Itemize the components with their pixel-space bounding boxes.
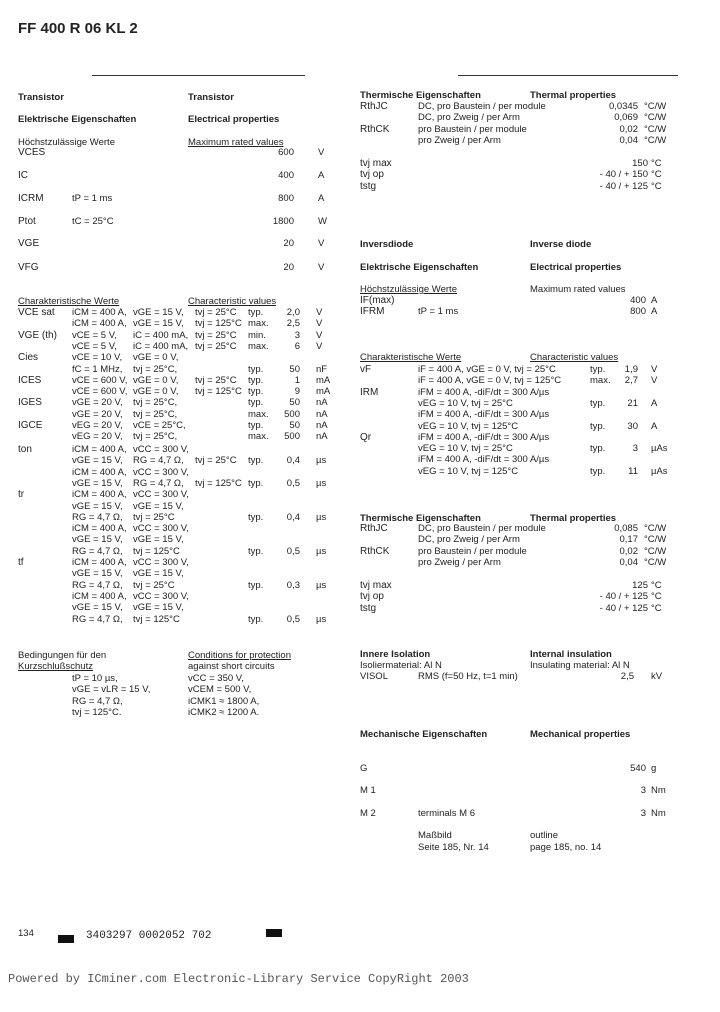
unit-cell: °C <box>651 158 662 169</box>
value-cell: 0,5 <box>286 545 300 557</box>
value-cell: 400 <box>278 170 294 181</box>
condition-cell: RG = 4,7 Ω, <box>72 579 123 591</box>
condition-cell: tvj = 25°C <box>133 511 175 523</box>
unit-cell: °C <box>651 180 662 192</box>
value-cell: 2,7 <box>624 375 638 387</box>
value-cell: 0,3 <box>286 579 300 591</box>
condition-cell: tvj = 25°C, <box>133 397 178 409</box>
qualifier-cell: typ. <box>248 579 264 591</box>
condition-item: iCMK2 ≈ 1200 A. <box>188 706 260 718</box>
value-cell: 0,4 <box>286 455 300 467</box>
unit-cell: V <box>318 238 325 249</box>
condition-cell: tP = 1 ms <box>418 306 459 318</box>
value-cell: 150 <box>632 158 648 169</box>
value-cell: 125 <box>632 580 648 591</box>
isolation-condition: RMS (f=50 Hz, t=1 min) <box>418 671 518 682</box>
qualifier-cell: typ. <box>248 477 264 489</box>
symbol-cell: tvj max <box>360 158 392 169</box>
symbol-cell: tstg <box>360 602 377 614</box>
conditions-heading: against short circuits <box>188 661 275 672</box>
qualifier-cell: typ. <box>248 363 264 375</box>
condition-cell: tP = 1 ms <box>72 193 113 204</box>
condition-cell: vGE = 15 V, <box>133 500 184 512</box>
unit-cell: °C/W <box>644 101 667 112</box>
condition-cell: RG = 4,7 Ω, <box>133 477 184 489</box>
condition-item: RG = 4,7 Ω, <box>72 695 123 707</box>
symbol-cell: IF(max) <box>360 295 395 306</box>
subsection-heading: Höchstzulässige Werte <box>360 284 457 295</box>
qualifier-cell: typ. <box>248 307 264 318</box>
unit-cell: µAs <box>651 465 668 477</box>
condition-item: vCEM = 500 V, <box>188 684 252 696</box>
condition-cell: vGE = 0 V, <box>133 374 179 386</box>
isolation-value: 2,5 <box>620 671 634 682</box>
section-heading: Transistor <box>18 92 64 103</box>
value-cell: 1800 <box>272 216 294 227</box>
condition-cell: pro Zweig / per Arm <box>418 134 501 146</box>
insulation-material: Insulating material: Al N <box>530 660 630 671</box>
unit-cell: V <box>316 329 323 341</box>
condition-cell: iFM = 400 A, -diF/dt = 300 A/µs <box>418 386 550 398</box>
section-heading: Inversdiode <box>360 239 414 250</box>
condition-cell: DC, pro Baustein / per module <box>418 101 546 112</box>
qualifier-cell: max. <box>248 431 269 443</box>
section-heading: Transistor <box>188 92 234 103</box>
condition-cell: iF = 400 A, vGE = 0 V, tvj = 125°C <box>418 375 562 387</box>
section-heading: Inverse diode <box>530 239 592 250</box>
section-heading: Mechanische Eigenschaften <box>360 729 488 740</box>
section-heading: Elektrische Eigenschaften <box>18 114 137 125</box>
symbol-cell: M 1 <box>360 785 376 796</box>
symbol-cell: RthCK <box>360 545 390 557</box>
value-cell: 20 <box>283 238 294 249</box>
condition-cell: terminals M 6 <box>418 808 476 819</box>
subsection-heading: Characteristic values <box>188 296 277 307</box>
value-cell: 20 <box>283 262 294 273</box>
qualifier-cell: max. <box>248 340 269 352</box>
condition-cell: vEG = 20 V, <box>72 420 123 431</box>
qualifier-cell: typ. <box>248 455 264 467</box>
value-cell: 400 <box>630 295 646 306</box>
condition-cell: tC = 25°C <box>72 216 114 227</box>
unit-cell: °C/W <box>644 112 667 124</box>
condition-cell: tvj = 125°C <box>133 613 180 625</box>
condition-cell: DC, pro Baustein / per module <box>418 523 546 534</box>
unit-cell: A <box>318 170 325 181</box>
qualifier-cell: typ. <box>590 443 606 455</box>
value-cell: 500 <box>284 431 300 443</box>
condition-cell: fC = 1 MHz, <box>72 363 123 375</box>
condition-item: vCC = 350 V, <box>188 673 244 684</box>
subsection-heading: Characteristic values <box>530 352 619 363</box>
condition-cell: vEG = 10 V, tvj = 125°C <box>418 465 519 477</box>
qualifier-cell: typ. <box>248 397 264 409</box>
unit-cell: °C/W <box>644 134 667 146</box>
qualifier-cell: typ. <box>590 364 606 375</box>
condition-cell: DC, pro Zweig / per Arm <box>418 534 520 546</box>
unit-cell: W <box>318 216 327 227</box>
symbol-cell: tvj max <box>360 580 392 591</box>
unit-cell: g <box>651 763 657 774</box>
symbol-cell: VCES <box>18 147 46 158</box>
condition-cell: vGE = 15 V, <box>133 534 184 546</box>
section-heading: Electrical properties <box>530 262 622 273</box>
unit-cell: mA <box>316 374 331 386</box>
condition-cell: pro Baustein / per module <box>418 545 527 557</box>
condition-cell: vCE = 600 V, <box>72 386 128 398</box>
value-cell: 500 <box>284 408 300 420</box>
value-cell: 0,069 <box>614 112 638 124</box>
condition-cell: vCC = 300 V, <box>133 489 189 501</box>
value-cell: 6 <box>294 340 300 352</box>
symbol-cell: vF <box>360 364 372 375</box>
value-cell: 0,5 <box>286 477 300 489</box>
section-heading: Elektrische Eigenschaften <box>360 262 479 273</box>
symbol-cell: Cies <box>18 352 39 364</box>
outline-ref: Maßbild <box>418 830 452 841</box>
condition-cell: RG = 4,7 Ω, <box>72 511 123 523</box>
barcode-mark <box>266 929 282 937</box>
unit-cell: °C <box>651 169 662 181</box>
unit-cell: °C/W <box>644 123 667 135</box>
unit-cell: V <box>318 147 325 158</box>
value-cell: 2,5 <box>286 318 300 330</box>
symbol-cell: Ptot <box>18 216 36 227</box>
value-cell: - 40 / + 125 <box>599 591 648 603</box>
symbol-cell: VGE <box>18 238 40 249</box>
symbol-cell: tf <box>18 557 24 568</box>
unit-cell: A <box>318 193 325 204</box>
unit-cell: V <box>651 375 658 387</box>
condition-cell: vGE = 15 V, <box>72 477 123 489</box>
value-cell: 50 <box>289 420 300 431</box>
condition-cell: tvj = 25°C <box>195 455 237 467</box>
divider <box>92 75 305 76</box>
condition-cell: tvj = 25°C, <box>133 431 178 443</box>
condition-cell: vEG = 10 V, tvj = 125°C <box>418 420 519 432</box>
condition-cell: vGE = 20 V, <box>72 397 123 409</box>
condition-cell: tvj = 125°C <box>195 318 242 330</box>
condition-cell: vCC = 300 V, <box>133 523 189 535</box>
symbol-cell: VFG <box>18 262 39 273</box>
qualifier-cell: typ. <box>248 420 264 431</box>
value-cell: 0,04 <box>619 134 638 146</box>
condition-cell: iCM = 400 A, <box>72 489 127 501</box>
value-cell: 30 <box>627 420 638 432</box>
unit-cell: nA <box>316 408 328 420</box>
conditions-heading: Kurzschlußschutz <box>18 661 93 672</box>
unit-cell: V <box>316 307 323 318</box>
value-cell: 0,4 <box>286 511 300 523</box>
value-cell: 11 <box>628 465 638 477</box>
condition-cell: vCC = 300 V, <box>133 557 189 568</box>
symbol-cell: RthCK <box>360 123 390 135</box>
value-cell: 540 <box>630 763 646 774</box>
value-cell: 800 <box>630 306 646 318</box>
value-cell: 3 <box>294 329 300 341</box>
symbol-cell: IGCE <box>18 420 43 431</box>
value-cell: 3 <box>632 443 638 455</box>
symbol-cell: tstg <box>360 180 377 192</box>
condition-cell: iFM = 400 A, -diF/dt = 300 A/µs <box>418 409 550 421</box>
barcode-text: 3403297 0002052 702 <box>86 930 212 942</box>
condition-cell: tvj = 25°C <box>195 340 237 352</box>
condition-cell: DC, pro Zweig / per Arm <box>418 112 520 124</box>
condition-cell: vEG = 10 V, tvj = 25°C <box>418 443 513 455</box>
condition-cell: pro Baustein / per module <box>418 123 527 135</box>
condition-cell: vCE = 5 V, <box>72 340 117 352</box>
qualifier-cell: min. <box>248 329 266 341</box>
unit-cell: µs <box>316 613 327 625</box>
value-cell: 0,085 <box>614 523 638 534</box>
unit-cell: A <box>651 397 658 409</box>
section-heading: Thermische Eigenschaften <box>360 513 481 524</box>
unit-cell: Nm <box>651 808 666 819</box>
value-cell: 3 <box>640 785 646 796</box>
symbol-cell: IGES <box>18 397 42 409</box>
section-heading: Thermal properties <box>530 90 617 101</box>
condition-cell: iC = 400 mA, <box>133 340 189 352</box>
condition-item: tvj = 125°C. <box>72 706 122 718</box>
unit-cell: °C <box>651 580 662 591</box>
insulation-material: Isoliermaterial: Al N <box>360 660 442 671</box>
condition-cell: vCE = 600 V, <box>72 374 128 386</box>
value-cell: 2,0 <box>286 307 300 318</box>
subsection-heading: Maximum rated values <box>530 284 626 295</box>
qualifier-cell: typ. <box>248 545 264 557</box>
symbol-cell: RthJC <box>360 101 388 112</box>
symbol-cell: VCE sat <box>18 307 55 318</box>
unit-cell: A <box>651 420 658 432</box>
symbol-cell: tr <box>18 489 25 501</box>
subsection-heading: Charakteristische Werte <box>18 296 120 307</box>
unit-cell: Nm <box>651 785 666 796</box>
condition-cell: iCM = 400 A, <box>72 557 127 568</box>
section-heading: Innere Isolation <box>360 649 431 660</box>
condition-cell: vGE = 15 V, <box>72 534 123 546</box>
qualifier-cell: max. <box>248 318 269 330</box>
unit-cell: °C <box>651 602 662 614</box>
barcode-mark <box>58 935 74 943</box>
unit-cell: V <box>316 318 323 330</box>
unit-cell: V <box>318 262 325 273</box>
condition-cell: vCC = 300 V, <box>133 466 189 478</box>
condition-cell: pro Zweig / per Arm <box>418 556 501 568</box>
unit-cell: µs <box>316 545 327 557</box>
conditions-heading: Conditions for protection <box>188 650 291 661</box>
symbol-cell: M 2 <box>360 808 376 819</box>
qualifier-cell: typ. <box>248 386 264 398</box>
outline-ref: page 185, no. 14 <box>530 842 602 853</box>
unit-cell: µs <box>316 455 327 467</box>
qualifier-cell: typ. <box>248 374 264 386</box>
value-cell: 0,02 <box>619 545 638 557</box>
unit-cell: µs <box>316 579 327 591</box>
unit-cell: µAs <box>651 443 668 455</box>
value-cell: 800 <box>278 193 294 204</box>
value-cell: 0,02 <box>619 123 638 135</box>
condition-cell: RG = 4,7 Ω, <box>72 545 123 557</box>
value-cell: 0,17 <box>619 534 638 546</box>
unit-cell: °C <box>651 591 662 603</box>
value-cell: 21 <box>627 397 638 409</box>
symbol-cell: ICES <box>18 374 42 386</box>
divider <box>458 75 678 76</box>
condition-cell: vGE = 0 V, <box>133 386 179 398</box>
condition-cell: iCM = 400 A, <box>72 444 127 455</box>
unit-cell: µs <box>316 511 327 523</box>
condition-cell: vGE = 15 V, <box>133 568 184 580</box>
condition-item: iCMK1 ≈ 1800 A, <box>188 695 260 707</box>
condition-cell: iC = 400 mA, <box>133 329 189 341</box>
symbol-cell: IRM <box>360 386 379 398</box>
unit-cell: °C/W <box>644 534 667 546</box>
condition-cell: vEG = 20 V, <box>72 431 123 443</box>
condition-cell: vCE = 10 V, <box>72 352 123 364</box>
unit-cell: °C/W <box>644 523 667 534</box>
symbol-cell: VGE (th) <box>18 329 57 341</box>
symbol-cell: tvj op <box>360 591 384 603</box>
symbol-cell: IFRM <box>360 306 385 318</box>
unit-cell: V <box>316 340 323 352</box>
condition-cell: tvj = 25°C <box>195 307 237 318</box>
section-heading: Mechanical properties <box>530 729 631 740</box>
condition-cell: iFM = 400 A, -diF/dt = 300 A/µs <box>418 431 550 443</box>
outline-ref: Seite 185, Nr. 14 <box>418 842 489 853</box>
condition-cell: iCM = 400 A, <box>72 307 127 318</box>
condition-cell: vCE = 5 V, <box>72 329 117 341</box>
condition-cell: tvj = 25°C <box>133 579 175 591</box>
condition-cell: tvj = 125°C <box>195 477 242 489</box>
unit-cell: nA <box>316 420 328 431</box>
qualifier-cell: typ. <box>248 511 264 523</box>
condition-cell: tvj = 125°C <box>195 386 242 398</box>
page-title: FF 400 R 06 KL 2 <box>18 20 138 37</box>
qualifier-cell: typ. <box>590 397 606 409</box>
unit-cell: A <box>651 295 658 306</box>
footer-credit: Powered by ICminer.com Electronic-Library Service CopyRight 2003 <box>8 972 469 986</box>
value-cell: 1,9 <box>624 364 638 375</box>
condition-cell: vGE = 15 V, <box>133 318 184 330</box>
section-heading: Internal insulation <box>530 649 612 660</box>
qualifier-cell: typ. <box>590 465 606 477</box>
isolation-unit: kV <box>651 671 663 682</box>
section-heading: Thermische Eigenschaften <box>360 90 481 101</box>
condition-cell: iCM = 400 A, <box>72 523 127 535</box>
value-cell: 50 <box>289 397 300 409</box>
symbol-cell: Qr <box>360 431 372 443</box>
symbol-cell: ICRM <box>18 193 44 204</box>
condition-item: vGE = vLR = 15 V, <box>72 684 151 696</box>
unit-cell: µs <box>316 477 327 489</box>
qualifier-cell: max. <box>248 408 269 420</box>
outline-ref: outline <box>530 830 558 841</box>
condition-cell: iCM = 400 A, <box>72 466 127 478</box>
value-cell: - 40 / + 125 <box>599 180 648 192</box>
value-cell: 0,04 <box>619 556 638 568</box>
subsection-heading: Charakteristische Werte <box>360 352 462 363</box>
condition-cell: vGE = 0 V, <box>133 352 179 364</box>
condition-cell: tvj = 25°C, <box>133 363 178 375</box>
condition-cell: RG = 4,7 Ω, <box>72 613 123 625</box>
condition-item: tP = 10 µs, <box>72 673 118 684</box>
condition-cell: vCC = 300 V, <box>133 590 189 602</box>
condition-cell: tvj = 125°C <box>133 545 180 557</box>
symbol-cell: G <box>360 763 368 774</box>
condition-cell: vGE = 15 V, <box>72 455 123 467</box>
unit-cell: °C/W <box>644 556 667 568</box>
unit-cell: mA <box>316 386 331 398</box>
condition-cell: iCM = 400 A, <box>72 318 127 330</box>
section-heading: Electrical properties <box>188 114 280 125</box>
section-heading: Thermal properties <box>530 513 617 524</box>
subsection-heading: Höchstzulässige Werte <box>18 137 115 148</box>
condition-cell: vGE = 15 V, <box>72 500 123 512</box>
condition-cell: vCC = 300 V, <box>133 444 189 455</box>
value-cell: 3 <box>640 808 646 819</box>
condition-cell: tvj = 25°C <box>195 329 237 341</box>
conditions-heading: Bedingungen für den <box>18 650 107 661</box>
qualifier-cell: max. <box>590 375 611 387</box>
unit-cell: °C/W <box>644 545 667 557</box>
value-cell: 1 <box>294 374 300 386</box>
condition-cell: vGE = 20 V, <box>72 408 123 420</box>
qualifier-cell: typ. <box>248 613 264 625</box>
condition-cell: iFM = 400 A, -diF/dt = 300 A/µs <box>418 454 550 466</box>
condition-cell: vEG = 10 V, tvj = 25°C <box>418 397 513 409</box>
unit-cell: nA <box>316 431 328 443</box>
value-cell: 600 <box>278 147 294 158</box>
condition-cell: tvj = 25°C <box>195 374 237 386</box>
value-cell: 0,5 <box>286 613 300 625</box>
unit-cell: V <box>651 364 658 375</box>
value-cell: - 40 / + 150 <box>599 169 648 181</box>
condition-cell: vGE = 15 V, <box>133 602 184 614</box>
symbol-cell: RthJC <box>360 523 388 534</box>
symbol-cell: tvj op <box>360 169 384 181</box>
unit-cell: A <box>651 306 658 318</box>
unit-cell: nA <box>316 397 328 409</box>
condition-cell: iCM = 400 A, <box>72 590 127 602</box>
value-cell: 0,0345 <box>608 101 638 112</box>
qualifier-cell: typ. <box>590 420 606 432</box>
value-cell: 50 <box>289 363 300 375</box>
isolation-symbol: VISOL <box>360 671 388 682</box>
value-cell: 9 <box>294 386 300 398</box>
condition-cell: vGE = 15 V, <box>72 602 123 614</box>
condition-cell: iF = 400 A, vGE = 0 V, tvj = 25°C <box>418 364 556 375</box>
symbol-cell: ton <box>18 444 32 455</box>
condition-cell: tvj = 25°C, <box>133 408 178 420</box>
symbol-cell: IC <box>18 170 28 181</box>
page-number: 134 <box>18 928 34 939</box>
condition-cell: RG = 4,7 Ω, <box>133 455 184 467</box>
condition-cell: vGE = 15 V, <box>72 568 123 580</box>
value-cell: - 40 / + 125 <box>599 602 648 614</box>
unit-cell: nF <box>316 363 328 375</box>
condition-cell: vCE = 25°C, <box>133 420 186 431</box>
condition-cell: vGE = 15 V, <box>133 307 184 318</box>
subsection-heading: Maximum rated values <box>188 137 284 148</box>
